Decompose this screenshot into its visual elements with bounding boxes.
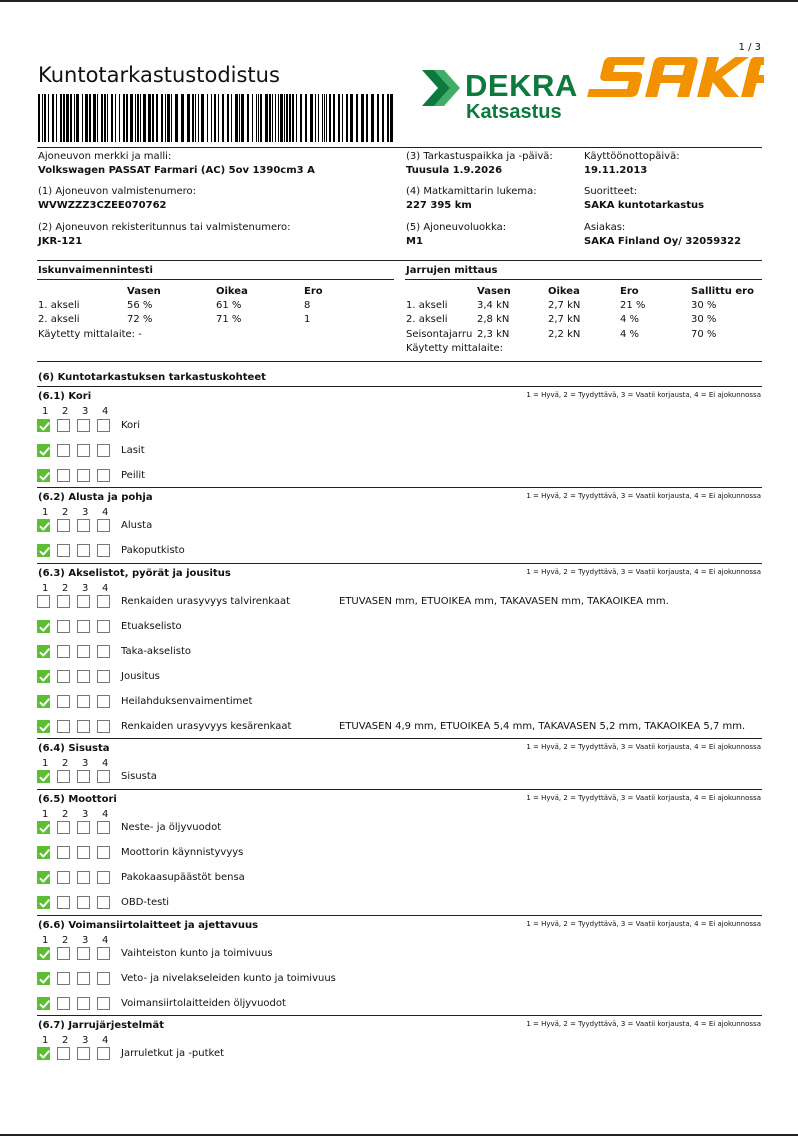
rating-checkbox[interactable] [37,595,50,608]
rating-scale [42,758,122,769]
shock-row-label: 1. akseli [38,300,80,311]
rating-scale-number: 1 [42,406,49,417]
brake-row-left: 2,3 kN [477,329,510,340]
performed-value: SAKA kuntotarkastus [584,200,705,211]
rating-checkbox[interactable] [97,972,110,985]
rating-checkbox[interactable] [97,444,110,457]
rating-scale-number: 3 [82,1035,89,1046]
rating-scale-number: 2 [62,406,69,417]
rating-checkbox[interactable] [77,419,90,432]
rating-checkbox[interactable] [97,821,110,834]
inspection-item-label: Lasit [121,445,145,456]
rating-checkbox[interactable] [77,1047,90,1060]
inspection-row [37,896,762,912]
rating-scale [42,583,122,594]
client-label: Asiakas: [584,222,626,233]
rating-checkbox[interactable] [77,695,90,708]
rating-checkbox[interactable] [77,770,90,783]
rating-scale-number: 1 [42,758,49,769]
rating-checkbox[interactable] [97,896,110,909]
rating-legend: 1 = Hyvä, 2 = Tyydyttävä, 3 = Vaatii korjausta, 4 = Ei ajokunnossa [526,391,761,399]
class-label: (5) Ajoneuvoluokka: [406,222,507,233]
rating-legend: 1 = Hyvä, 2 = Tyydyttävä, 3 = Vaatii korjausta, 4 = Ei ajokunnossa [526,492,761,500]
rating-checkbox[interactable] [97,846,110,859]
inspection-item-label: OBD-testi [121,897,170,908]
rating-checkbox[interactable] [97,519,110,532]
dekra-logo [420,66,578,124]
rating-checkbox[interactable] [57,821,70,834]
shock-row-right: 71 % [216,314,242,325]
rating-checkbox[interactable] [57,519,70,532]
brake-row-allowed: 30 % [691,300,717,311]
inspection-row [37,821,762,837]
rating-checkbox[interactable] [57,972,70,985]
rating-checkbox[interactable] [37,720,50,733]
brake-row-left: 2,8 kN [477,314,510,325]
inspection-item-label: Kori [121,420,141,431]
inspection-item-label: Taka-akselisto [121,646,192,657]
field-intro-date [584,151,680,176]
rating-legend: 1 = Hyvä, 2 = Tyydyttävä, 3 = Vaatii korjausta, 4 = Ei ajokunnossa [526,743,761,751]
brake-row-left: 3,4 kN [477,300,510,311]
inspection-row [37,695,762,711]
section-title: (6.5) Moottori [38,794,117,805]
rating-checkbox[interactable] [37,620,50,633]
barcode [38,94,394,142]
section-divider [37,915,762,916]
inspection-item-label: Heilahduksenvaimentimet [121,696,253,707]
field-place [406,151,553,176]
measurement-divider [37,361,762,362]
inspection-row [37,947,762,963]
rating-checkbox[interactable] [37,670,50,683]
inspection-item-label: Renkaiden urasyvyys talvirenkaat [121,596,291,607]
inspection-row [37,645,762,661]
inspection-row [37,444,762,460]
brake-device: Käytetty mittalaite: [406,343,504,354]
rating-checkbox[interactable] [97,997,110,1010]
brake-header-allowed: Sallittu ero [691,286,754,297]
inspection-row [37,670,762,686]
brake-row-label: 1. akseli [406,300,448,311]
inspection-item-label: Veto- ja nivelakseleiden kunto ja toimivuus [121,973,336,984]
inspection-row [37,620,762,636]
field-performed [584,186,704,211]
field-class [406,222,506,247]
rating-scale-number: 1 [42,809,49,820]
shock-header-diff: Ero [304,286,323,297]
rating-checkbox[interactable] [37,695,50,708]
rating-scale-number: 4 [102,507,109,518]
inspection-row [37,519,762,535]
rating-checkbox[interactable] [57,645,70,658]
make-label: Ajoneuvon merkki ja malli: [38,151,172,162]
rating-scale-number: 3 [82,583,89,594]
rating-legend: 1 = Hyvä, 2 = Tyydyttävä, 3 = Vaatii korjausta, 4 = Ei ajokunnossa [526,794,761,802]
rating-checkbox[interactable] [57,871,70,884]
rating-scale-number: 4 [102,935,109,946]
inspection-row [37,469,762,485]
inspection-row [37,595,762,611]
rating-checkbox[interactable] [97,871,110,884]
dekra-wordmark: DEKRA [465,68,578,103]
dekra-subtitle: Katsastus [466,101,562,123]
rating-scale-number: 1 [42,507,49,518]
inspection-item-note: ETUVASEN mm, ETUOIKEA mm, TAKAVASEN mm, TAKAOIKEA mm. [339,596,669,607]
inspection-item-label: Renkaiden urasyvyys kesärenkaat [121,721,292,732]
rating-checkbox[interactable] [37,444,50,457]
rating-scale [42,809,122,820]
brake-row-allowed: 70 % [691,329,717,340]
inspection-row [37,972,762,988]
rating-checkbox[interactable] [37,770,50,783]
brake-header-right: Oikea [548,286,580,297]
rating-scale-number: 2 [62,809,69,820]
section-divider [37,1015,762,1016]
section-title: (6.6) Voimansiirtolaitteet ja ajettavuus [38,920,259,931]
odometer-label: (4) Matkamittarin lukema: [406,186,537,197]
top-border [0,0,798,2]
shock-row-diff: 1 [304,314,311,325]
inspection-item-label: Etuakselisto [121,621,182,632]
rating-scale [42,1035,122,1046]
rating-checkbox[interactable] [37,896,50,909]
place-value: Tuusula 1.9.2026 [406,165,503,176]
rating-checkbox[interactable] [97,770,110,783]
inspection-title: (6) Kuntotarkastuksen tarkastuskohteet [38,372,266,383]
inspection-item-label: Peilit [121,470,146,481]
rating-checkbox[interactable] [57,544,70,557]
inspection-item-label: Jousitus [121,671,160,682]
inspection-row [37,871,762,887]
class-value: M1 [406,236,423,247]
make-value: Volkswagen PASSAT Farmari (AC) 5ov 1390cm3 A [38,165,315,176]
rating-checkbox[interactable] [77,972,90,985]
inspection-item-label: Pakokaasupäästöt bensa [121,872,245,883]
vin-label: (1) Ajoneuvon valmistenumero: [38,186,197,197]
inspection-item-note: ETUVASEN 4,9 mm, ETUOIKEA 5,4 mm, TAKAVASEN 5,2 mm, TAKAOIKEA 5,7 mm. [339,721,746,732]
place-label: (3) Tarkastuspaikka ja -päivä: [406,151,553,162]
performed-label: Suoritteet: [584,186,638,197]
rating-checkbox[interactable] [37,972,50,985]
rating-checkbox[interactable] [57,670,70,683]
inspection-item-label: Sisusta [121,771,157,782]
rating-checkbox[interactable] [57,695,70,708]
section-divider [37,563,762,564]
rating-checkbox[interactable] [97,947,110,960]
rating-checkbox[interactable] [77,595,90,608]
rating-checkbox[interactable] [37,1047,50,1060]
rating-checkbox[interactable] [77,871,90,884]
inspection-row [37,720,762,736]
rating-checkbox[interactable] [37,821,50,834]
rating-scale-number: 1 [42,583,49,594]
shock-row-diff: 8 [304,300,311,311]
rating-scale [42,507,122,518]
info-divider [37,260,762,261]
field-make [38,151,315,176]
section-divider [37,789,762,790]
document-title: Kuntotarkastustodistus [38,63,280,87]
rating-checkbox[interactable] [37,947,50,960]
intro-date-label: Käyttöönottopäivä: [584,151,680,162]
vin-value: WVWZZZ3CZEE070762 [38,200,167,211]
rating-checkbox[interactable] [77,846,90,859]
section-divider [37,386,762,387]
rating-checkbox[interactable] [57,997,70,1010]
rating-legend: 1 = Hyvä, 2 = Tyydyttävä, 3 = Vaatii korjausta, 4 = Ei ajokunnossa [526,568,761,576]
brake-title-underline [405,279,762,280]
inspection-row [37,544,762,560]
inspection-item-label: Neste- ja öljyvuodot [121,822,222,833]
inspection-row [37,846,762,862]
rating-checkbox[interactable] [77,519,90,532]
field-vin [38,186,196,211]
brake-row-diff: 21 % [620,300,646,311]
brake-row-right: 2,7 kN [548,314,581,325]
rating-checkbox[interactable] [37,469,50,482]
dekra-arrow-icon [420,68,462,110]
rating-checkbox[interactable] [37,544,50,557]
rating-scale-number: 4 [102,758,109,769]
rating-checkbox[interactable] [37,997,50,1010]
rating-checkbox[interactable] [57,720,70,733]
shock-header-right: Oikea [216,286,248,297]
section-title: (6.2) Alusta ja pohja [38,492,153,503]
rating-scale [42,935,122,946]
rating-scale [42,406,122,417]
section-title: (6.4) Sisusta [38,743,110,754]
rating-checkbox[interactable] [57,469,70,482]
section-title: (6.7) Jarrujärjestelmät [38,1020,164,1031]
page-number: 1 / 3 [738,42,761,53]
rating-scale-number: 4 [102,809,109,820]
rating-scale-number: 3 [82,809,89,820]
field-registration [38,222,291,247]
rating-checkbox[interactable] [77,670,90,683]
rating-checkbox[interactable] [57,595,70,608]
brake-header-left: Vasen [477,286,511,297]
inspection-item-label: Jarruletkut ja -putket [121,1048,225,1059]
inspection-item-label: Voimansiirtolaitteiden öljyvuodot [121,998,286,1009]
rating-checkbox[interactable] [37,419,50,432]
brake-row-diff: 4 % [620,329,640,340]
rating-checkbox[interactable] [77,620,90,633]
rating-checkbox[interactable] [37,871,50,884]
rating-checkbox[interactable] [77,947,90,960]
rating-scale-number: 4 [102,583,109,594]
shock-row-left: 72 % [127,314,153,325]
rating-checkbox[interactable] [97,544,110,557]
rating-checkbox[interactable] [97,1047,110,1060]
rating-scale-number: 2 [62,1035,69,1046]
inspection-row [37,770,762,786]
rating-checkbox[interactable] [57,1047,70,1060]
rating-scale-number: 1 [42,935,49,946]
rating-checkbox[interactable] [77,896,90,909]
brake-row-label: 2. akseli [406,314,448,325]
brake-row-diff: 4 % [620,314,640,325]
client-value: SAKA Finland Oy/ 32059322 [584,236,742,247]
shock-row-label: 2. akseli [38,314,80,325]
rating-checkbox[interactable] [97,620,110,633]
rating-checkbox[interactable] [77,469,90,482]
rating-checkbox[interactable] [97,695,110,708]
rating-checkbox[interactable] [77,997,90,1010]
rating-scale-number: 3 [82,935,89,946]
rating-scale-number: 3 [82,507,89,518]
rating-checkbox[interactable] [77,720,90,733]
rating-checkbox[interactable] [57,419,70,432]
rating-scale-number: 4 [102,406,109,417]
rating-scale-number: 2 [62,507,69,518]
rating-checkbox[interactable] [57,846,70,859]
field-client [584,222,741,247]
rating-scale-number: 2 [62,758,69,769]
registration-label: (2) Ajoneuvon rekisteritunnus tai valmistenumero: [38,222,291,233]
inspection-item-label: Vaihteiston kunto ja toimivuus [121,948,273,959]
shock-device: Käytetty mittalaite: - [38,329,142,340]
saka-logo [586,53,764,99]
rating-checkbox[interactable] [77,645,90,658]
rating-checkbox[interactable] [97,720,110,733]
shock-title-underline [37,279,394,280]
rating-checkbox[interactable] [57,947,70,960]
field-odometer [406,186,537,211]
rating-checkbox[interactable] [57,444,70,457]
registration-value: JKR-121 [38,236,83,247]
rating-checkbox[interactable] [97,670,110,683]
rating-checkbox[interactable] [57,770,70,783]
brake-test-title: Jarrujen mittaus [406,265,498,276]
section-title: (6.1) Kori [38,391,92,402]
odometer-value: 227 395 km [406,200,472,211]
shock-header-left: Vasen [127,286,161,297]
brake-header-diff: Ero [620,286,639,297]
section-title: (6.3) Akselistot, pyörät ja jousitus [38,568,231,579]
rating-checkbox[interactable] [77,544,90,557]
inspection-row [37,419,762,435]
inspection-item-label: Moottorin käynnistyvyys [121,847,244,858]
brake-row-label: Seisontajarru [406,329,473,340]
inspection-item-label: Alusta [121,520,153,531]
header-divider [37,147,762,148]
rating-checkbox[interactable] [37,645,50,658]
rating-checkbox[interactable] [77,821,90,834]
rating-scale-number: 3 [82,758,89,769]
intro-date-value: 19.11.2013 [584,165,648,176]
rating-checkbox[interactable] [77,444,90,457]
inspection-row [37,1047,762,1063]
rating-checkbox[interactable] [97,419,110,432]
rating-checkbox[interactable] [57,896,70,909]
section-divider [37,487,762,488]
rating-scale-number: 2 [62,935,69,946]
rating-scale-number: 4 [102,1035,109,1046]
rating-checkbox[interactable] [57,620,70,633]
rating-checkbox[interactable] [97,645,110,658]
rating-checkbox[interactable] [37,519,50,532]
section-divider [37,738,762,739]
rating-checkbox[interactable] [37,846,50,859]
rating-scale-number: 3 [82,406,89,417]
inspection-row [37,997,762,1013]
shock-test-title: Iskunvaimennintesti [38,265,153,276]
rating-scale-number: 1 [42,1035,49,1046]
rating-legend: 1 = Hyvä, 2 = Tyydyttävä, 3 = Vaatii korjausta, 4 = Ei ajokunnossa [526,1020,761,1028]
brake-row-right: 2,7 kN [548,300,581,311]
shock-row-left: 56 % [127,300,153,311]
rating-scale-number: 2 [62,583,69,594]
rating-checkbox[interactable] [97,595,110,608]
shock-row-right: 61 % [216,300,242,311]
brake-row-right: 2,2 kN [548,329,581,340]
brake-row-allowed: 30 % [691,314,717,325]
inspection-item-label: Pakoputkisto [121,545,185,556]
rating-checkbox[interactable] [97,469,110,482]
rating-legend: 1 = Hyvä, 2 = Tyydyttävä, 3 = Vaatii korjausta, 4 = Ei ajokunnossa [526,920,761,928]
